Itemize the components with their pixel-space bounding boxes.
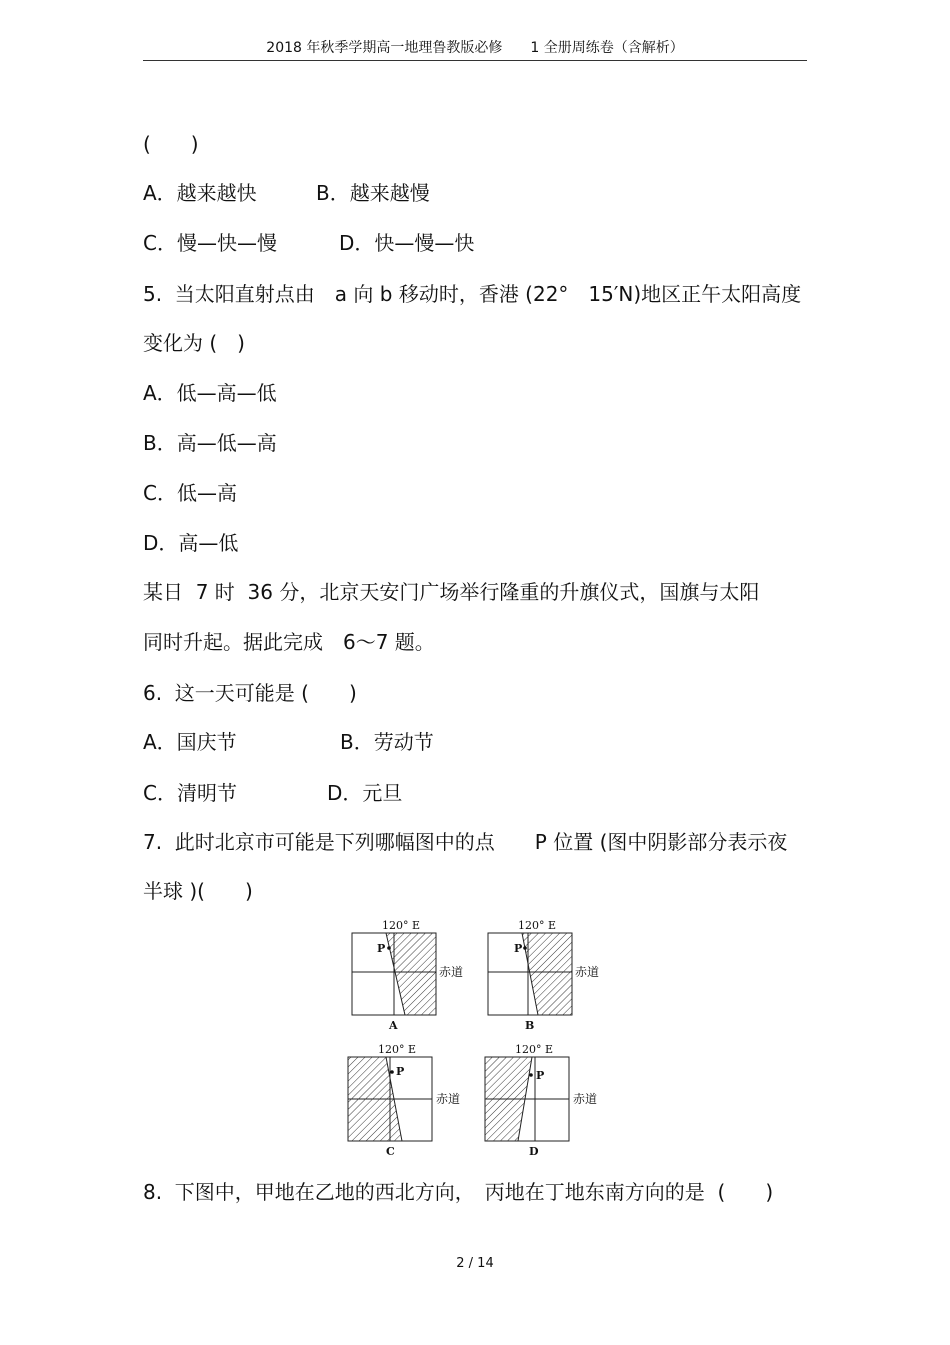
q6-option-d: D．元旦 <box>327 781 403 805</box>
q6-stem: 6. 这一天可能是 ( ) <box>143 681 357 705</box>
q4-option-c: C．慢—快—慢 <box>143 231 277 255</box>
p-label: P <box>377 942 386 955</box>
meridian-label: 120° E <box>515 1043 554 1056</box>
q5-stem-cont: 变化为 ( ) <box>143 331 245 355</box>
point-p <box>529 1073 533 1077</box>
equator-label: 赤道 <box>575 965 600 979</box>
panel-label-b: B <box>525 1019 535 1032</box>
q7-stem: 7. 此时北京市可能是下列哪幅图中的点 P 位置 (图中阴影部分表示夜 <box>143 830 788 854</box>
equator-label: 赤道 <box>439 965 464 979</box>
panel-label-d: D <box>529 1145 539 1158</box>
passage-line-1: 某日 7 时 36 分，北京天安门广场举行隆重的升旗仪式，国旗与太阳 <box>143 580 760 604</box>
panel-a <box>352 919 463 1032</box>
q5-option-c: C．低—高 <box>143 481 237 505</box>
q6-option-c: C．清明节 <box>143 781 237 805</box>
p-label: P <box>536 1069 545 1082</box>
point-p <box>390 1070 394 1074</box>
q5-option-b: B．高—低—高 <box>143 431 277 455</box>
point-p <box>523 946 527 950</box>
q5-option-d: D．高—低 <box>143 531 239 555</box>
q4-option-d: D．快—慢—快 <box>339 231 475 255</box>
panel-label-c: C <box>386 1145 395 1158</box>
q4-blank: ( ) <box>143 132 199 156</box>
q6-option-b: B．劳动节 <box>340 730 434 754</box>
panel-d <box>485 1043 597 1158</box>
equator-label: 赤道 <box>573 1092 598 1106</box>
panel-b <box>488 919 599 1032</box>
q4-option-b: B．越来越慢 <box>316 181 430 205</box>
q4-option-a: A．越来越快 <box>143 181 257 205</box>
q7-figure <box>330 915 620 1160</box>
meridian-label: 120° E <box>378 1043 417 1056</box>
equator-label: 赤道 <box>436 1092 461 1106</box>
night-shade <box>522 933 572 1015</box>
meridian-label: 120° E <box>382 919 421 932</box>
q5-stem: 5. 当太阳直射点由 a 向 b 移动时，香港 (22° 15′N)地区正午太阳高度 <box>143 282 802 306</box>
page-number: 2 / 14 <box>456 1256 494 1271</box>
q5-option-a: A．低—高—低 <box>143 381 277 405</box>
meridian-label: 120° E <box>518 919 557 932</box>
page-header: 2018 年秋季学期高一地理鲁教版必修 1 全册周练卷（含解析） <box>143 38 807 61</box>
p-label: P <box>396 1065 405 1078</box>
q7-stem-cont: 半球 )( ) <box>143 879 253 903</box>
q8-stem: 8. 下图中，甲地在乙地的西北方向， 丙地在丁地东南方向的是 ( ) <box>143 1180 774 1204</box>
panel-label-a: A <box>389 1019 398 1032</box>
passage-line-2: 同时升起。据此完成 6～7 题。 <box>143 630 435 654</box>
q6-option-a: A．国庆节 <box>143 730 237 754</box>
panel-c <box>348 1043 460 1158</box>
p-label: P <box>514 942 523 955</box>
point-p <box>387 946 391 950</box>
